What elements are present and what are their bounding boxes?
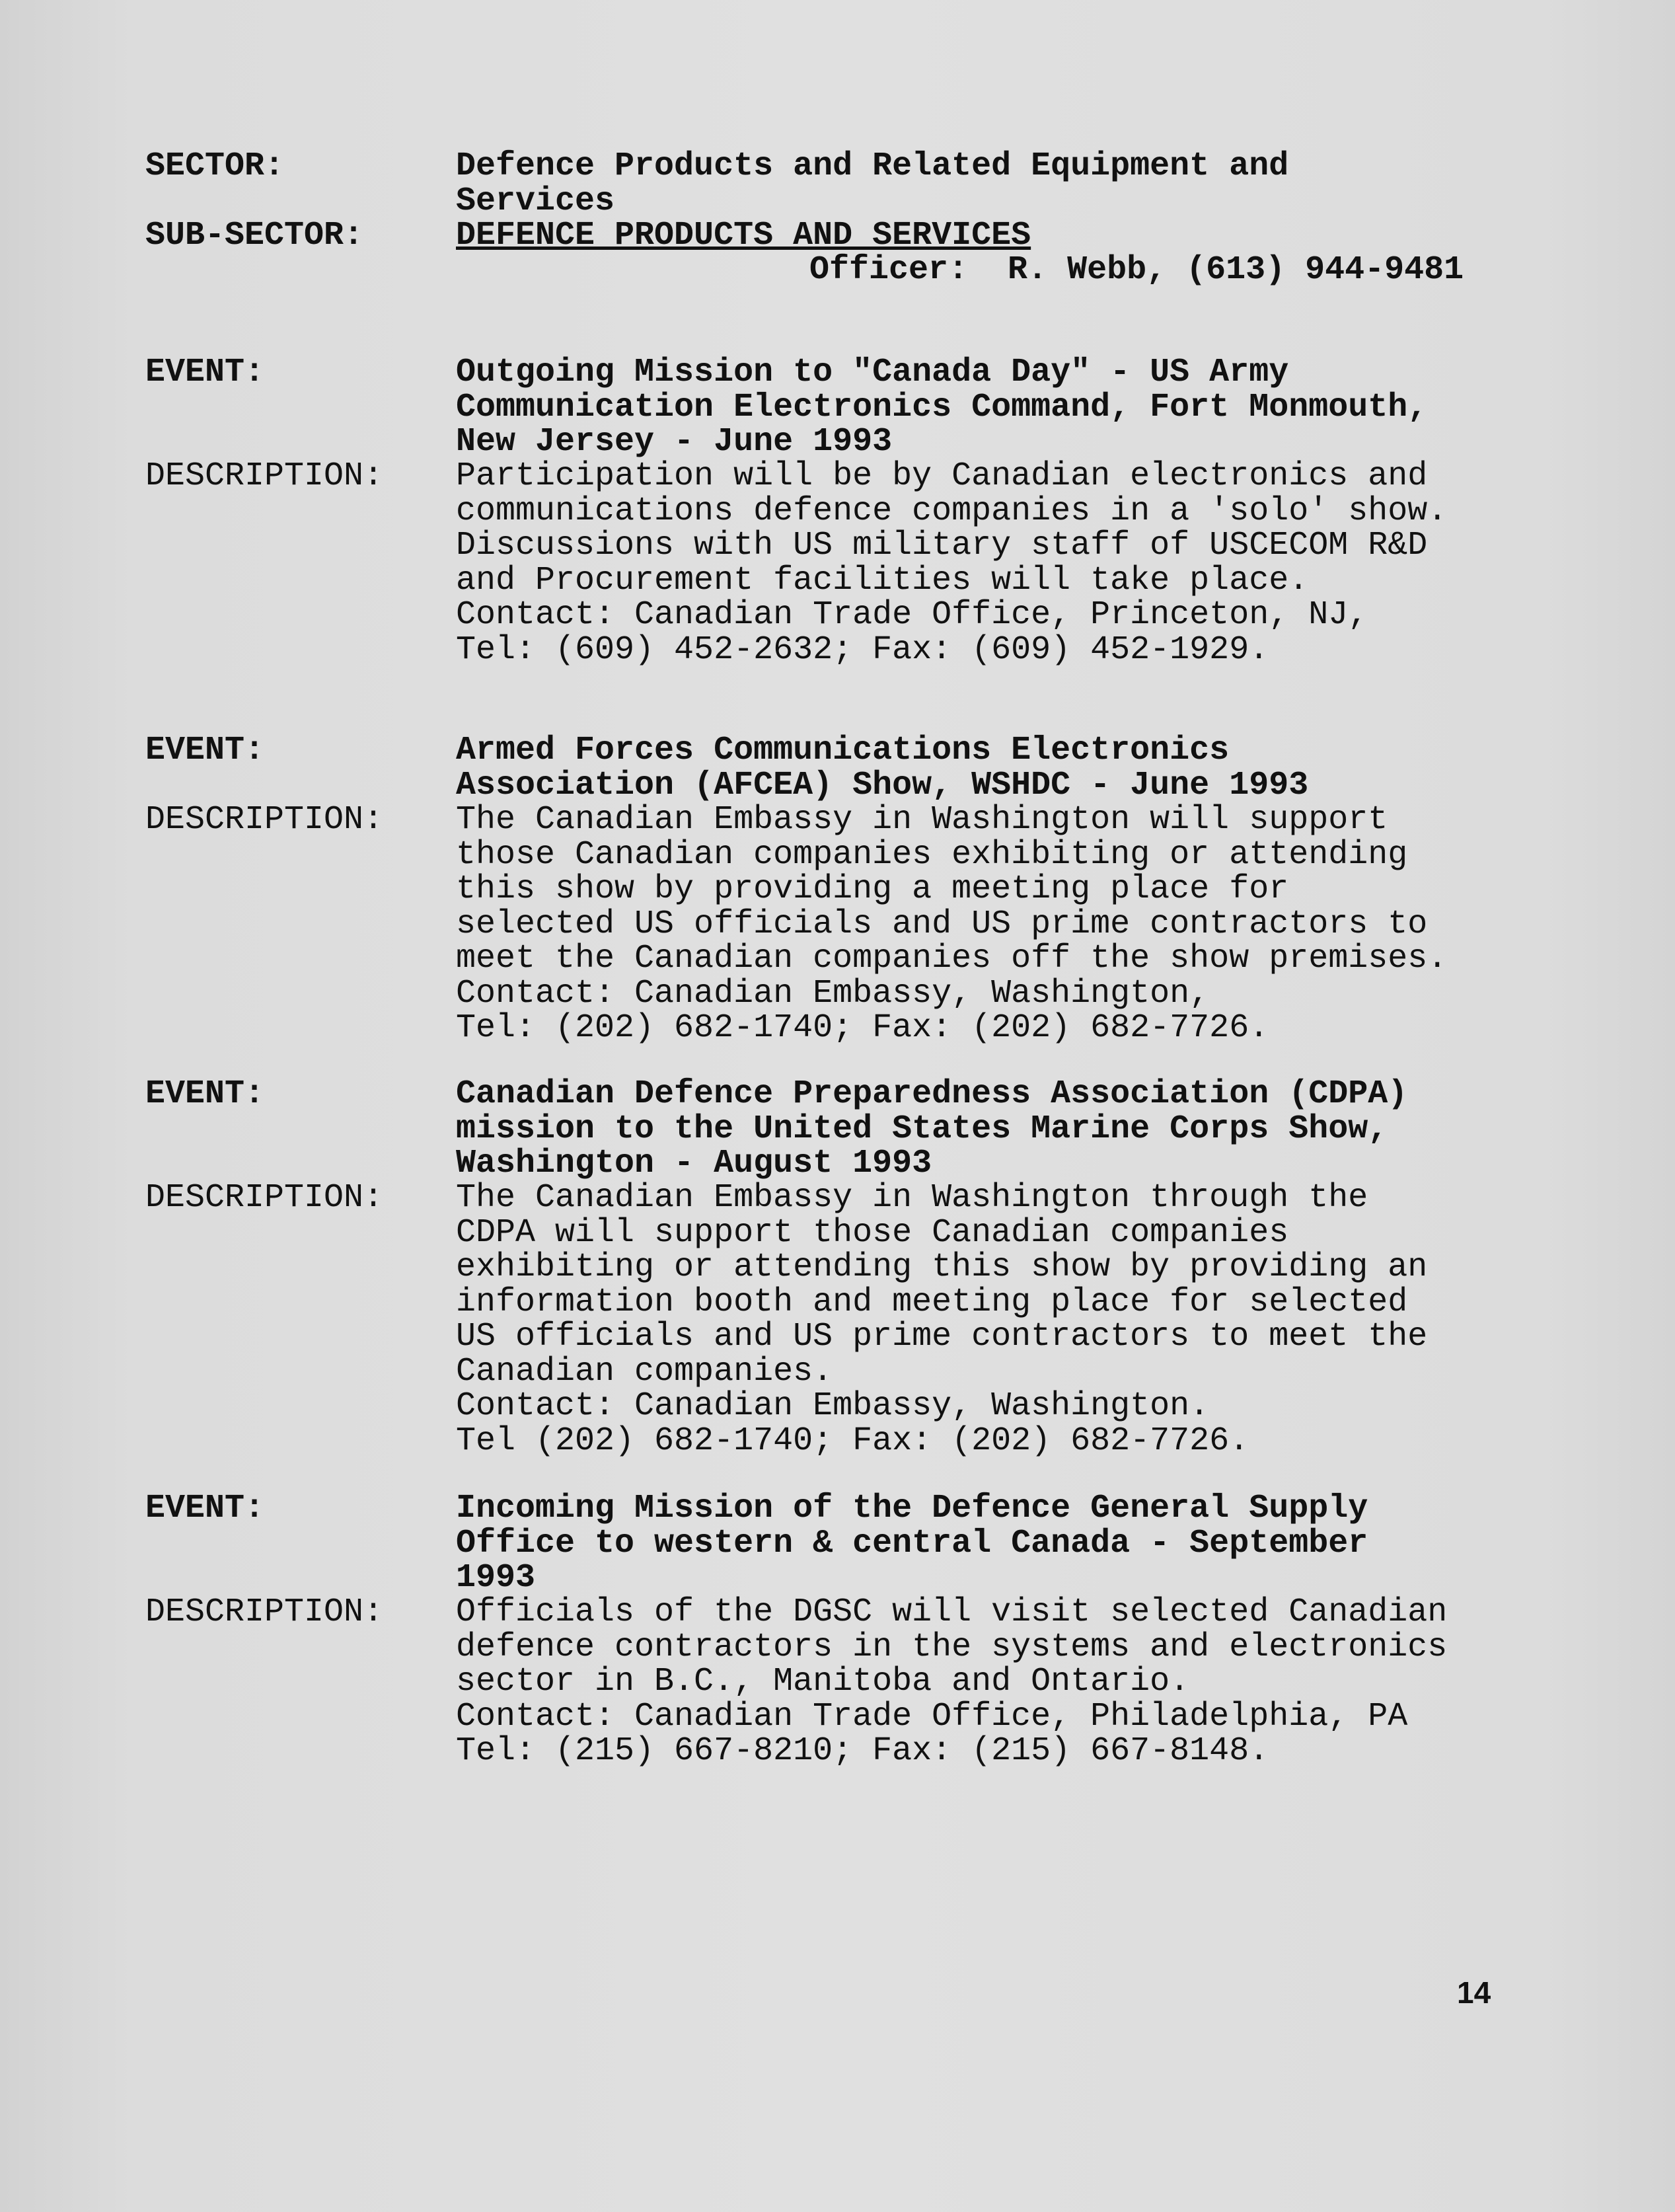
description-line: information booth and meeting place for selected xyxy=(456,1283,1408,1321)
event-title-line: Office to western & central Canada - September xyxy=(456,1524,1368,1562)
description-line: meet the Canadian companies off the show premises. xyxy=(456,940,1448,977)
description-line: Officials of the DGSC will visit selected Canadian xyxy=(456,1593,1448,1631)
event-label: EVENT: xyxy=(145,354,265,391)
event-title xyxy=(456,1492,1513,1596)
description-line: Discussions with US military staff of USCECOM R&D xyxy=(456,527,1428,564)
description-line: selected US officials and US prime contractors to xyxy=(456,905,1428,943)
sector-line: Defence Products and Related Equipment and xyxy=(456,147,1289,185)
event-description xyxy=(456,459,1513,667)
sector-line: Services xyxy=(456,182,615,220)
description-line: Contact: Canadian Embassy, Washington, xyxy=(456,974,1210,1012)
description-line: Participation will be by Canadian electronics and xyxy=(456,457,1428,495)
event-title xyxy=(456,356,1513,460)
event-title-line: Outgoing Mission to "Canada Day" - US Army xyxy=(456,354,1289,391)
description-line: exhibiting or attending this show by providing an xyxy=(456,1248,1428,1286)
description-label: DESCRIPTION: xyxy=(145,457,384,495)
event-description xyxy=(456,1181,1513,1459)
event-description xyxy=(456,1595,1513,1769)
event-title xyxy=(456,1077,1513,1182)
subsector-value: DEFENCE PRODUCTS AND SERVICES xyxy=(456,217,1031,254)
event-title-line: mission to the United States Marine Corps Show, xyxy=(456,1110,1388,1148)
event-title-line: 1993 xyxy=(456,1559,536,1597)
description-line: Tel: (609) 452-2632; Fax: (609) 452-1929. xyxy=(456,630,1269,669)
description-line: defence contractors in the systems and electronics xyxy=(456,1628,1448,1666)
description-label: DESCRIPTION: xyxy=(145,1593,384,1631)
event-title-line: New Jersey - June 1993 xyxy=(456,423,893,461)
description-line: those Canadian companies exhibiting or attending xyxy=(456,835,1408,874)
sector-value xyxy=(456,149,1513,219)
description-line: The Canadian Embassy in Washington will support xyxy=(456,801,1388,839)
description-line: Contact: Canadian Trade Office, Princeton, NJ, xyxy=(456,596,1368,634)
description-label: DESCRIPTION: xyxy=(145,1179,384,1217)
description-line: Tel: (202) 682-1740; Fax: (202) 682-7726. xyxy=(456,1009,1269,1047)
sector-label: SECTOR: xyxy=(145,147,285,185)
description-line: The Canadian Embassy in Washington through the xyxy=(456,1179,1368,1217)
event-label: EVENT: xyxy=(145,1075,265,1113)
description-line: Contact: Canadian Trade Office, Philadelphia, PA xyxy=(456,1697,1408,1735)
event-label: EVENT: xyxy=(145,732,265,769)
description-line: CDPA will support those Canadian companies xyxy=(456,1213,1289,1252)
event-description xyxy=(456,803,1513,1046)
description-label: DESCRIPTION: xyxy=(145,801,384,839)
event-title-line: Washington - August 1993 xyxy=(456,1145,932,1182)
description-line: and Procurement facilities will take place. xyxy=(456,561,1309,599)
event-title-line: Incoming Mission of the Defence General Supply xyxy=(456,1490,1368,1527)
page-number: 14 xyxy=(1457,1975,1491,2010)
description-line: Tel: (215) 667-8210; Fax: (215) 667-8148. xyxy=(456,1732,1269,1770)
description-line: Contact: Canadian Embassy, Washington. xyxy=(456,1387,1210,1425)
event-title-line: Association (AFCEA) Show, WSHDC - June 1993 xyxy=(456,766,1309,804)
subsector-label: SUB-SECTOR: xyxy=(145,217,364,254)
event-title-line: Armed Forces Communications Electronics xyxy=(456,732,1230,769)
description-line: communications defence companies in a 'solo' show. xyxy=(456,492,1448,530)
subsector-value-wrap xyxy=(456,219,1513,254)
event-title-line: Canadian Defence Preparedness Association (CDPA) xyxy=(456,1075,1408,1113)
description-line: Canadian companies. xyxy=(456,1352,833,1391)
description-line: sector in B.C., Manitoba and Ontario. xyxy=(456,1663,1190,1700)
description-line: Tel (202) 682-1740; Fax: (202) 682-7726. xyxy=(456,1422,1249,1460)
event-title-line: Communication Electronics Command, Fort Monmouth, xyxy=(456,388,1428,426)
event-title xyxy=(456,734,1513,803)
event-label: EVENT: xyxy=(145,1490,265,1527)
description-line: US officials and US prime contractors to meet the xyxy=(456,1318,1428,1355)
description-line: this show by providing a meeting place for xyxy=(456,870,1289,908)
officer-contact: Officer: R. Webb, (613) 944-9481 xyxy=(809,251,1464,289)
